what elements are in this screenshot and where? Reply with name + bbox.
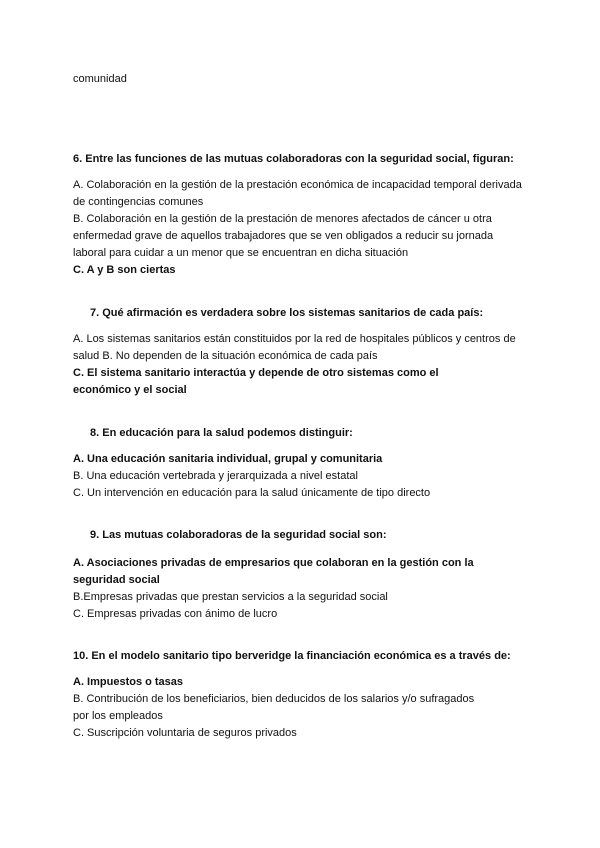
question-9-title: 9. Las mutuas colaboradoras de la seguridad social son: (90, 529, 387, 541)
question-6-option-line: laboral para cuidar a un menor que se encuentran en dicha situación (73, 247, 409, 259)
question-6-option-line: A. Colaboración en la gestión de la prestación económica de incapacidad temporal derivada (73, 179, 522, 191)
question-9-correct-answer-cont: seguridad social (73, 574, 160, 586)
question-8-correct-answer: A. Una educación sanitaria individual, grupal y comunitaria (73, 453, 383, 465)
question-8-option-line: B. Una educación vertebrada y jerarquizada a nivel estatal (73, 470, 358, 482)
question-8-title: 8. En educación para la salud podemos distinguir: (90, 427, 353, 439)
question-10-option-line: por los empleados (73, 710, 163, 722)
question-6-title: 6. Entre las funciones de las mutuas colaboradoras con la seguridad social, figuran: (73, 153, 514, 165)
question-10-correct-answer: A. Impuestos o tasas (73, 676, 184, 688)
question-10-option-line: B. Contribución de los beneficiarios, bien deducidos de los salarios y/o sufragados (73, 693, 475, 705)
question-6-option-line: B. Colaboración en la gestión de la prestación de menores afectados de cáncer u otra (73, 213, 492, 225)
previous-page-fragment: comunidad (73, 73, 127, 85)
question-6-option-line: de contingencias comunes (73, 196, 204, 208)
question-7-option-line: salud B. No dependen de la situación económica de cada país (73, 350, 378, 362)
question-6-correct-answer: C. A y B son ciertas (73, 264, 176, 276)
question-9-option-line: B.Empresas privadas que prestan servicios a la seguridad social (73, 591, 388, 603)
question-7-correct-answer: C. El sistema sanitario interactúa y depende de otro sistemas como el (73, 367, 439, 379)
question-7-correct-answer-cont: económico y el social (73, 384, 187, 396)
question-7-option-line: A. Los sistemas sanitarios están constituidos por la red de hospitales públicos y centros de (73, 333, 516, 345)
question-10-option-line: C. Suscripción voluntaria de seguros privados (73, 727, 297, 739)
question-8-option-line: C. Un intervención en educación para la salud únicamente de tipo directo (73, 487, 431, 499)
question-7-title: 7. Qué afirmación es verdadera sobre los sistemas sanitarios de cada país: (90, 307, 484, 319)
question-6-option-line: enfermedad grave de aquellos trabajadores que se ven obligados a reducir su jornada (73, 230, 494, 242)
question-10-title: 10. En el modelo sanitario tipo berveridge la financiación económica es a través de: (73, 650, 511, 662)
question-9-correct-answer: A. Asociaciones privadas de empresarios que colaboran en la gestión con la (73, 557, 474, 569)
question-9-option-line: C. Empresas privadas con ánimo de lucro (73, 608, 278, 620)
